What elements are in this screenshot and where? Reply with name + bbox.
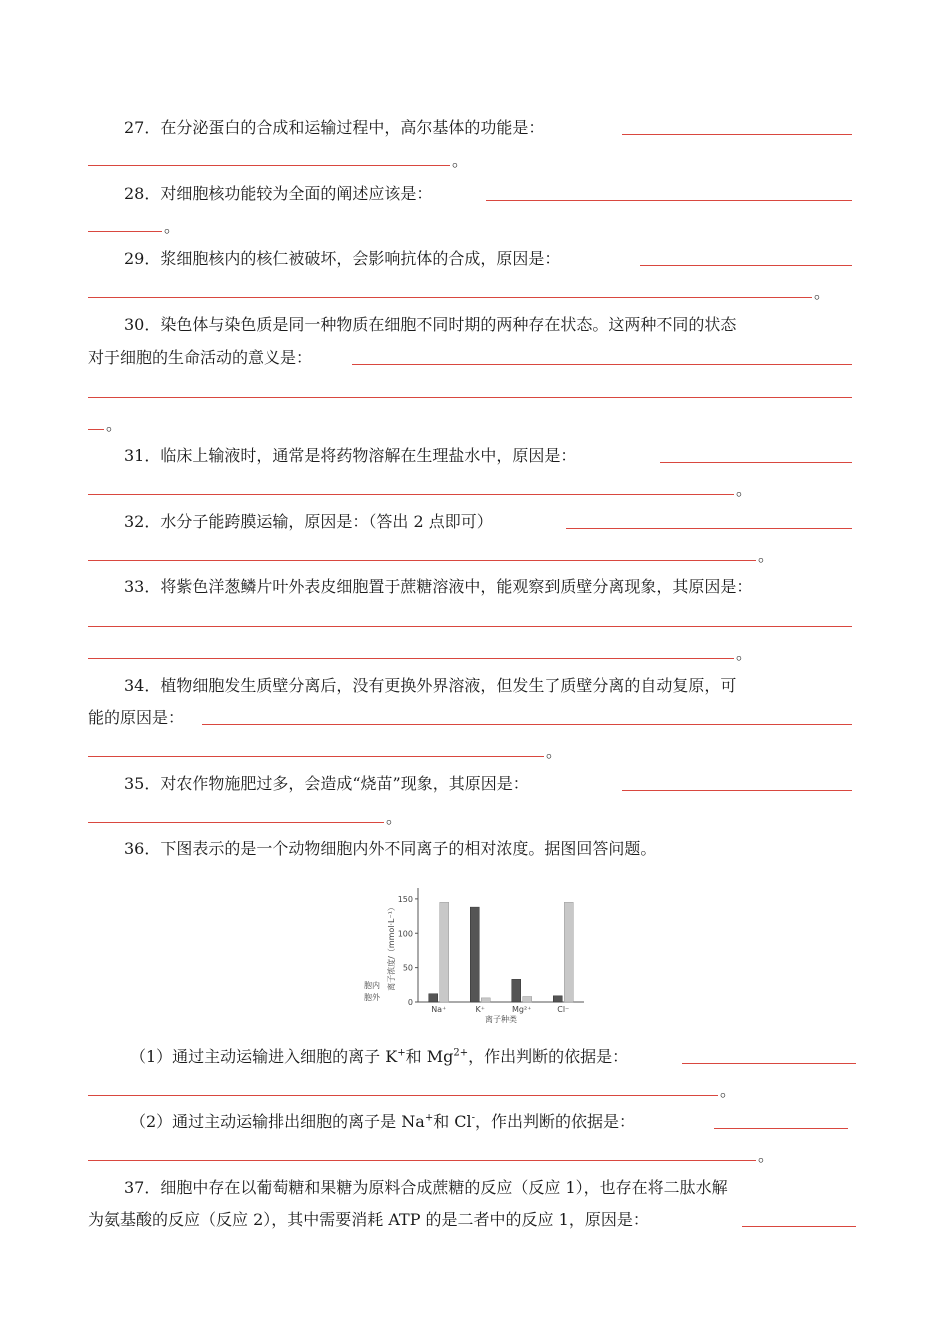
period: 。 bbox=[736, 480, 753, 499]
legend-outside: 胞外 bbox=[364, 993, 380, 1002]
question-37-line1: 37．细胞中存在以葡萄糖和果糖为原料合成蔗糖的反应（反应 1），也存在将二肽水解 bbox=[124, 1178, 728, 1197]
answer-line[interactable] bbox=[486, 200, 852, 201]
question-29: 29．浆细胞核内的核仁被破坏，会影响抗体的合成，原因是： bbox=[124, 249, 561, 268]
bar-outside-1 bbox=[481, 998, 490, 1002]
answer-line[interactable] bbox=[88, 231, 162, 232]
answer-line[interactable] bbox=[640, 265, 852, 266]
period: 。 bbox=[758, 1146, 775, 1165]
answer-line[interactable] bbox=[88, 626, 852, 627]
y-tick-label: 50 bbox=[402, 963, 413, 973]
question-36: 36．下图表示的是一个动物细胞内外不同离子的相对浓度。据图回答问题。 bbox=[124, 839, 657, 858]
question-32: 32．水分子能跨膜运输，原因是：（答出 2 点即可） bbox=[124, 512, 493, 531]
answer-line[interactable] bbox=[88, 1095, 718, 1096]
answer-line[interactable] bbox=[742, 1226, 856, 1227]
period: 。 bbox=[386, 808, 403, 827]
period: 。 bbox=[758, 546, 775, 565]
question-30-line1: 30．染色体与染色质是同一种物质在细胞不同时期的两种存在状态。这两种不同的状态 bbox=[124, 315, 737, 334]
question-27: 27．在分泌蛋白的合成和运输过程中，高尔基体的功能是： bbox=[124, 118, 545, 137]
question-30-line2: 对于细胞的生命活动的意义是： bbox=[88, 348, 313, 367]
answer-line[interactable] bbox=[88, 658, 734, 659]
answer-line[interactable] bbox=[622, 134, 852, 135]
y-tick-label: 150 bbox=[397, 894, 413, 904]
answer-line[interactable] bbox=[566, 528, 852, 529]
bar-inside-2 bbox=[512, 979, 521, 1002]
y-tick-label: 100 bbox=[397, 929, 413, 939]
ion-concentration-chart bbox=[360, 880, 600, 1052]
period: 。 bbox=[106, 415, 123, 434]
answer-line[interactable] bbox=[88, 560, 756, 561]
answer-line[interactable] bbox=[88, 397, 852, 398]
x-axis-label: 离子种类 bbox=[485, 1015, 517, 1024]
answer-line[interactable] bbox=[682, 1063, 856, 1064]
question-33: 33．将紫色洋葱鳞片叶外表皮细胞置于蔗糖溶液中，能观察到质壁分离现象，其原因是： bbox=[124, 577, 753, 596]
period: 。 bbox=[164, 217, 181, 236]
answer-line[interactable] bbox=[88, 1160, 756, 1161]
bar-inside-1 bbox=[470, 907, 479, 1002]
answer-line[interactable] bbox=[88, 756, 544, 757]
period: 。 bbox=[452, 151, 469, 170]
answer-line[interactable] bbox=[88, 429, 104, 430]
answer-line[interactable] bbox=[88, 822, 384, 823]
period: 。 bbox=[736, 644, 753, 663]
answer-line[interactable] bbox=[352, 364, 852, 365]
question-28: 28．对细胞核功能较为全面的阐述应该是： bbox=[124, 184, 433, 203]
x-tick-label: K⁺ bbox=[475, 1005, 485, 1014]
y-tick-label: 0 bbox=[407, 998, 413, 1007]
question-35: 35．对农作物施肥过多，会造成“烧苗”现象，其原因是： bbox=[124, 774, 529, 793]
answer-line[interactable] bbox=[88, 165, 450, 166]
answer-line[interactable] bbox=[202, 724, 852, 725]
legend-inside: 胞内 bbox=[364, 981, 380, 990]
bar-inside-3 bbox=[553, 996, 562, 1002]
y-axis-label: 离子浓度/（mmol·L⁻¹） bbox=[387, 903, 396, 991]
bar-outside-3 bbox=[564, 902, 573, 1002]
question-34-line1: 34．植物细胞发生质壁分离后，没有更换外界溶液，但发生了质壁分离的自动复原，可 bbox=[124, 676, 737, 695]
answer-line[interactable] bbox=[622, 790, 852, 791]
answer-line[interactable] bbox=[660, 462, 852, 463]
question-36-2: （2）通过主动运输排出细胞的离子是 Na+和 Cl-，作出判断的依据是： bbox=[130, 1112, 636, 1131]
bar-outside-2 bbox=[523, 997, 532, 1003]
period: 。 bbox=[546, 742, 563, 761]
bar-inside-0 bbox=[429, 994, 438, 1002]
question-31: 31．临床上输液时，通常是将药物溶解在生理盐水中，原因是： bbox=[124, 446, 577, 465]
answer-line[interactable] bbox=[88, 494, 734, 495]
answer-line[interactable] bbox=[714, 1128, 848, 1129]
answer-line[interactable] bbox=[88, 297, 812, 298]
x-tick-label: Cl⁻ bbox=[557, 1005, 570, 1014]
bar-outside-0 bbox=[440, 902, 449, 1002]
period: 。 bbox=[814, 283, 831, 302]
question-37-line2: 为氨基酸的反应（反应 2），其中需要消耗 ATP 的是二者中的反应 1，原因是： bbox=[88, 1210, 649, 1229]
question-34-line2: 能的原因是： bbox=[88, 708, 185, 727]
x-tick-label: Na⁺ bbox=[431, 1005, 447, 1014]
question-36-1: （1）通过主动运输进入细胞的离子 K+和 $Mg^{2+}$，作出判断的依据是： bbox=[130, 1047, 629, 1066]
x-tick-label: Mg²⁺ bbox=[512, 1005, 532, 1014]
period: 。 bbox=[720, 1081, 737, 1100]
